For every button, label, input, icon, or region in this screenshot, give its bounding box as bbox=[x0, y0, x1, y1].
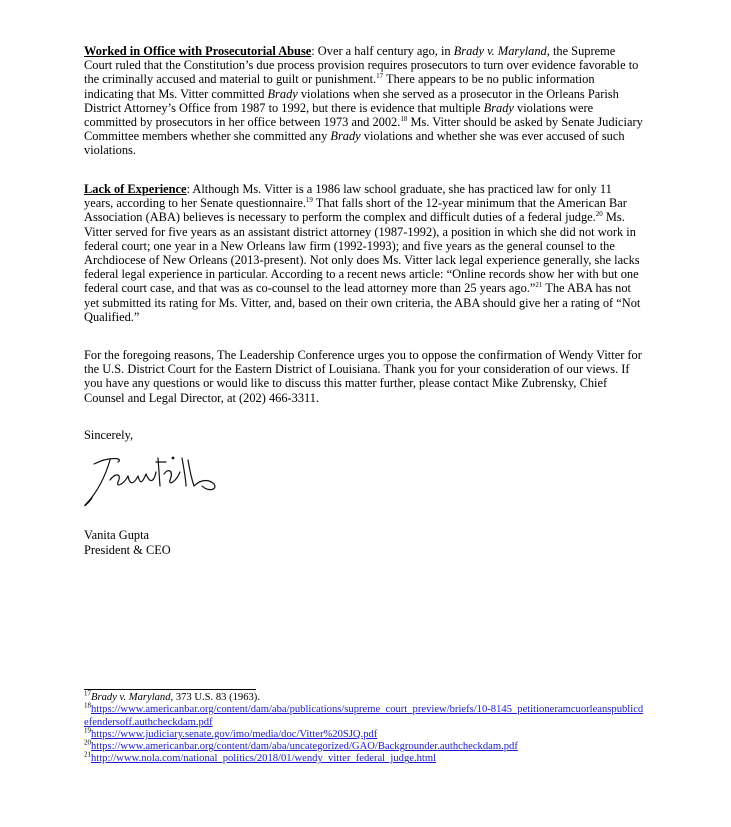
footnote-ref: 20 bbox=[595, 210, 603, 219]
case-name: Brady v. Maryland bbox=[91, 692, 171, 703]
footnote-ref: 18 bbox=[400, 114, 408, 123]
salutation: Sincerely, bbox=[84, 428, 134, 442]
paragraph-body bbox=[84, 182, 640, 324]
italic-text: Brady v. Maryland bbox=[453, 44, 547, 58]
paragraph-lack-of-experience bbox=[84, 182, 644, 324]
footnote-20 bbox=[84, 738, 644, 753]
footnote-ref: 17 bbox=[376, 72, 384, 81]
footnote-17 bbox=[84, 689, 644, 704]
footnote-number: 18 bbox=[84, 701, 91, 710]
paragraph-body bbox=[84, 44, 643, 157]
footnote-19 bbox=[84, 726, 644, 741]
footnote-18 bbox=[84, 701, 644, 729]
footnote-link[interactable]: http://www.nola.com/national_politics/2018/01/wendy_vitter_federal_judge.html bbox=[91, 753, 437, 765]
text-run: : Although Ms. Vitter is a 1986 law school graduate, she has practiced law for only 11 years, according to her Senate questionnaire. bbox=[84, 182, 612, 211]
footnote-ref: 19 bbox=[305, 196, 313, 205]
footnote-link[interactable]: https://www.americanbar.org/content/dam/aba/uncategorized/GAO/Backgrounder.authcheckdam.pdf bbox=[91, 741, 518, 753]
text-run: That falls short of the 12-year minimum that the American Bar Association (ABA) believes is necessary to perform the complex and difficult duties of a federal judge. bbox=[84, 196, 627, 225]
italic-text: Brady bbox=[267, 86, 298, 101]
footnote-divider bbox=[84, 689, 256, 690]
paragraph-conclusion bbox=[84, 348, 644, 405]
footnote-link[interactable]: https://www.americanbar.org/content/dam/aba/publications/supreme_court_preview/briefs/10-8145_petitioneramcuorleanspublicdefendersoff.authcheckdam.pdf bbox=[84, 704, 644, 728]
footnote-ref: 21 bbox=[535, 281, 543, 290]
text-run: violations and whether she was ever accused of such violations. bbox=[84, 129, 625, 158]
text-run: There appears to be no public information indicating that Ms. Vitter committed bbox=[84, 72, 595, 101]
handwritten-signature bbox=[80, 450, 240, 520]
italic-text: Brady bbox=[483, 100, 514, 115]
footnote-number: 20 bbox=[84, 738, 91, 747]
footnote-number: 19 bbox=[84, 726, 91, 735]
signer-title: President & CEO bbox=[84, 543, 171, 557]
text-run: , the Supreme Court ruled that the Constitution’s due process provision requires prosecutors to turn over evidence favorable to the criminally accused and material to guilt or punishment. bbox=[84, 44, 639, 87]
italic-text: Brady bbox=[330, 129, 361, 144]
text-run: Ms. Vitter served for five years as an assistant district attorney (1987-1992), a position in which she did not work in federal court; one year in a New Orleans law firm (1992-1993); and five years as the general counsel to the Archdiocese of New Orleans (2013-present). Not only does Ms. Vitter lack legal experience generally, she lacks federal legal experience in particular. According to a recent news article: “Online records show her with but one federal court case, and that was as co-counsel to the lead attorney more than 25 years ago.” bbox=[84, 210, 640, 296]
footnote-number: 17 bbox=[84, 689, 91, 698]
paragraph-heading: Lack of Experience bbox=[84, 182, 187, 196]
paragraph-prosecutorial-abuse bbox=[84, 44, 644, 158]
text-run: violations when she served as a prosecutor in the Orleans Parish District Attorney’s Office from 1987 to 1992, but there is evidence that multiple bbox=[84, 86, 619, 115]
text-run: The ABA has not yet submitted its rating for Ms. Vitter, and, based on their own criteria, the ABA should give her a rating of “Not Qualified.” bbox=[84, 281, 641, 324]
footnote-number: 21 bbox=[84, 750, 91, 759]
footnote-21 bbox=[84, 750, 644, 765]
signer-name: Vanita Gupta bbox=[84, 528, 150, 542]
text-run: : Over a half century ago, in bbox=[311, 44, 454, 58]
footnote-link[interactable]: https://www.judiciary.senate.gov/imo/media/doc/Vitter%20SJQ.pdf bbox=[91, 728, 378, 740]
paragraph-body bbox=[84, 348, 642, 405]
text-run: violations were committed by prosecutors in her office between 1973 and 2002. bbox=[84, 100, 594, 130]
citation: , 373 U.S. 83 (1963). bbox=[170, 692, 260, 703]
text-run: Ms. Vitter should be asked by Senate Judiciary Committee members whether she committed any bbox=[84, 115, 643, 144]
paragraph-heading: Worked in Office with Prosecutorial Abuse bbox=[84, 44, 312, 58]
text-run: For the foregoing reasons, The Leadership Conference urges you to oppose the confirmation of Wendy Vitter for the U.S. District Court for the Eastern District of Louisiana. Thank you for your consideration of our views. If you have any questions or would like to discuss this matter further, please contact Mike Zubrensky, Chief Counsel and Legal Director, at (202) 466-3311. bbox=[84, 348, 642, 405]
footnotes bbox=[84, 689, 644, 766]
